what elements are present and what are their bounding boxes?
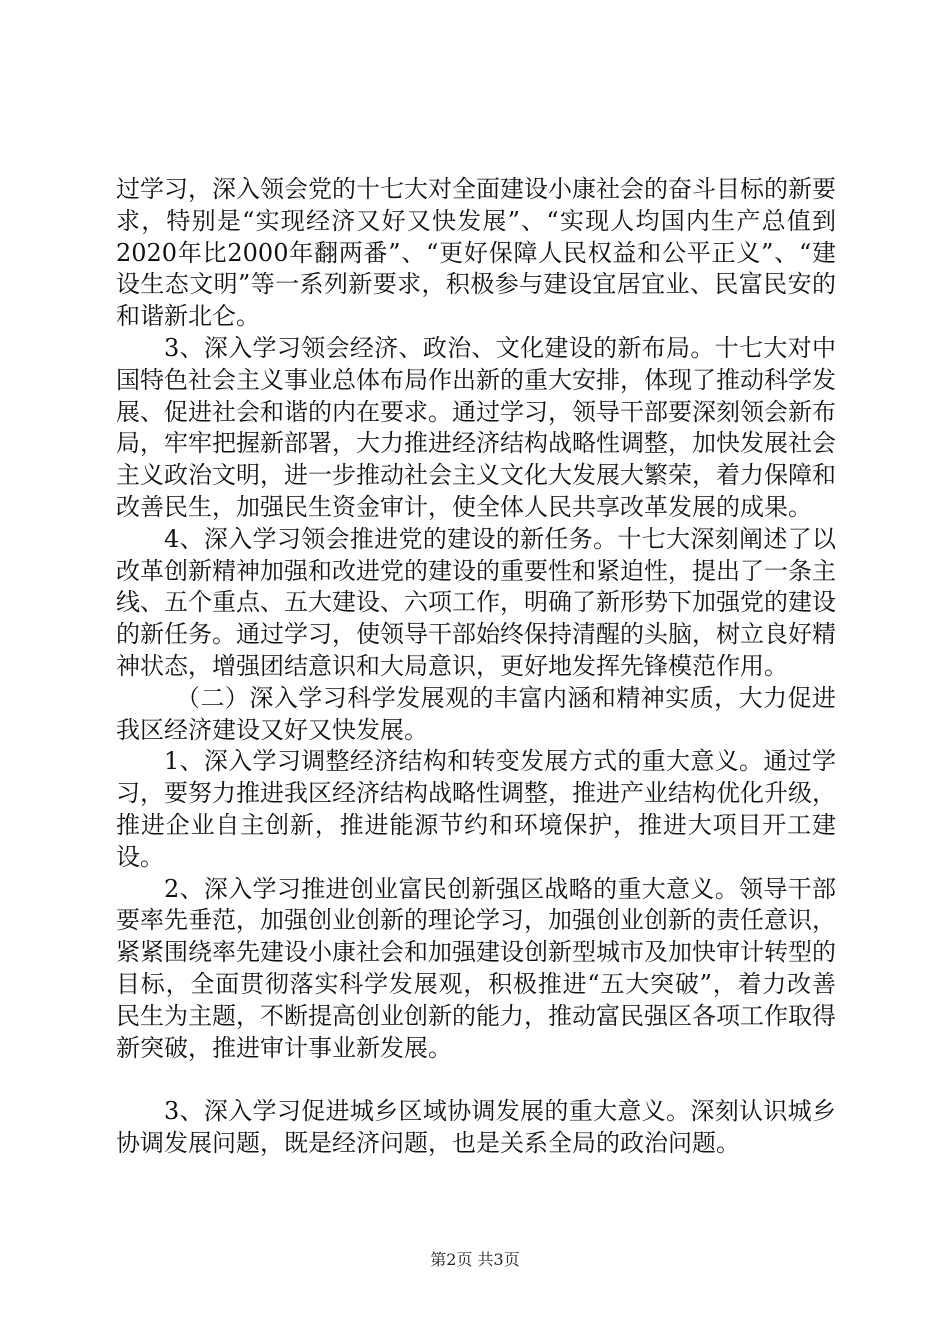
paragraph-item-3-new-layout: 3、深入学习领会经济、政治、文化建设的新布局。十七大对中国特色社会主义事业总体布局作出新的重大安排，体现了推动科学发展、促进社会和谐的内在要求。通过学习，领导干部要深刻领会新布局，牢牢把握新部署，大力推进经济结构战略性调整，加快发展社会主义政治文明，进一步推动社会主义文化大发展大繁荣，着力保障和改善民生，加强民生资金审计，使全体人民共享改革发展的成果。 [116, 333, 836, 521]
paragraph-item-2-entrepreneurship: 2、深入学习推进创业富民创新强区战略的重大意义。领导干部要率先垂范，加强创业创新的理论学习，加强创业创新的责任意识，紧紧围绕率先建设小康社会和加强建设创新型城市及加快审计转型的目标，全面贯彻落实科学发展观，积极推进“五大突破”，着力改善民生为主题，不断提高创业创新的能力，推动富民强区各项工作取得新突破，推进审计事业新发展。 [116, 874, 836, 1062]
page-number-footer: 第2页 共3页 [430, 1250, 520, 1269]
document-body [116, 174, 836, 1160]
paragraph-item-3-urban-rural: 3、深入学习促进城乡区域协调发展的重大意义。深刻认识城乡协调发展问题，既是经济问题，也是关系全局的政治问题。 [116, 1097, 836, 1158]
paragraph-item-1-economic-structure: 1、深入学习调整经济结构和转变发展方式的重大意义。通过学习，要努力推进我区经济结构战略性调整，推进产业结构优化升级，推进企业自主创新，推进能源节约和环境保护，推进大项目开工建设。 [116, 747, 836, 871]
paragraph-item-4-party-building: 4、深入学习领会推进党的建设的新任务。十七大深刻阐述了以改革创新精神加强和改进党的建设的重要性和紧迫性，提出了一条主线、五个重点、五大建设、六项工作，明确了新形势下加强党的建设的新任务。通过学习，使领导干部始终保持清醒的头脑，树立良好精神状态，增强团结意识和大局意识，更好地发挥先锋模范作用。 [116, 524, 836, 680]
section-heading-2: （二）深入学习科学发展观的丰富内涵和精神实质，大力促进我区经济建设又好又快发展。 [116, 683, 836, 744]
paragraph-continuation: 过学习，深入领会党的十七大对全面建设小康社会的奋斗目标的新要求，特别是“实现经济又好又快发展”、“实现人均国内生产总值到2020年比2000年翻两番”、“更好保障人民权益和公平正义”、“建设生态文明”等一系列新要求，积极参与建设宜居宜业、民富民安的和谐新北仑。 [116, 175, 836, 331]
paragraph-gap [116, 1064, 836, 1096]
